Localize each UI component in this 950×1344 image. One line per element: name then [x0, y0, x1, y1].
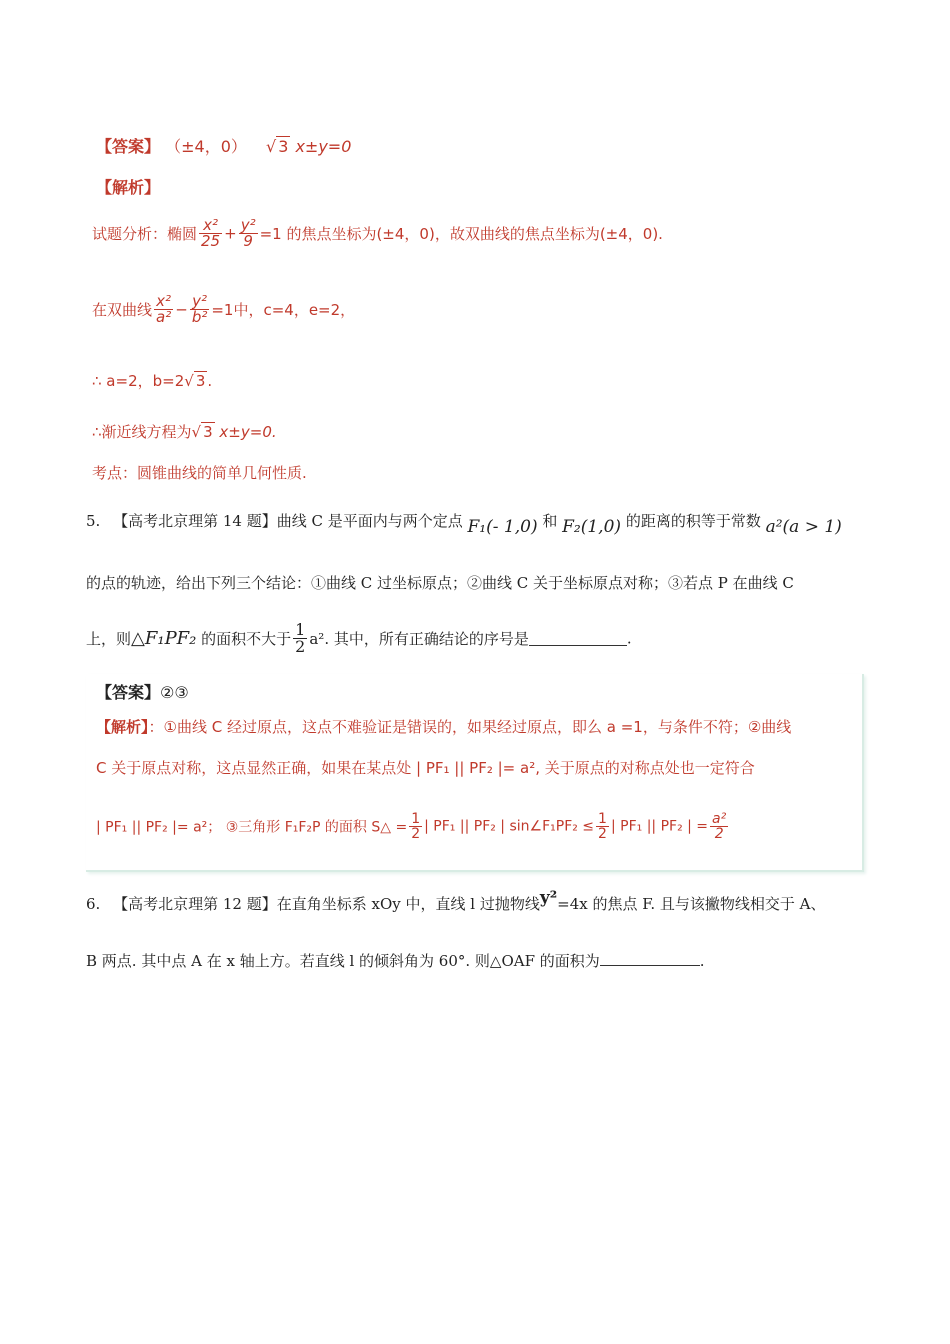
q5-answer-line	[96, 680, 189, 703]
text-segment: =1 的焦点坐标为(±4，0)，故双曲线的焦点坐标为(±4，0).	[259, 225, 663, 243]
q5-line-2: 的点的轨迹，给出下列三个结论：①曲线 C 过坐标原点；②曲线 C 关于坐标原点对称；③若点 P 在曲线 C	[86, 574, 794, 592]
text-segment: 在双曲线	[92, 301, 153, 319]
q4-analysis-line-1	[92, 218, 663, 249]
text-segment: ∴ a=2，b=2	[92, 372, 185, 390]
q4-analysis-label: 【解析】	[96, 178, 161, 197]
text-segment: 在直角坐标系 xOy 中，直线 l 过抛物线	[276, 895, 540, 913]
fraction-y2-9: $\frac{\text{y²}}{9}$	[240, 216, 256, 250]
answer-blank[interactable]	[529, 631, 627, 646]
text-segment: 试题分析：椭圆	[92, 225, 198, 243]
point-f1: F₁(- 1,0)	[467, 517, 538, 537]
sqrt-expression: √ 3	[184, 372, 206, 390]
parabola-y2: y²	[539, 888, 558, 908]
q4-analysis-line-4	[92, 421, 277, 442]
triangle-f1pf2: △F₁PF₂	[131, 628, 197, 649]
question-number: 5.	[86, 512, 101, 530]
text-segment: 上，则	[86, 630, 132, 648]
answer-blank[interactable]	[600, 951, 700, 966]
q6-line-2	[86, 950, 705, 971]
analysis-label: 【解析】	[96, 718, 149, 736]
q4-knowledge-point: 考点：圆锥曲线的简单几何性质.	[92, 464, 307, 482]
answer-value: ②③	[160, 683, 189, 702]
answer-coordinates: （±4，0）	[165, 137, 247, 156]
fraction-x2-a2: $\frac{\text{x²}}{\text{a²}}$	[156, 292, 172, 326]
q5-analysis-line-3	[96, 812, 730, 841]
sqrt-expression: √ 3	[265, 137, 289, 156]
fraction-y2-b2: $\frac{\text{y²}}{\text{b²}}$	[191, 292, 208, 326]
q4-answer-line	[96, 134, 351, 157]
fraction-x2-25: $\frac{\text{x²}}{25}$	[201, 216, 221, 250]
text-segment: 曲线 C 是平面内与两个定点	[276, 512, 468, 530]
question-source: 【高考北京理第 14 题】	[113, 512, 277, 530]
text-segment: 的面积不大于	[196, 630, 292, 648]
q4-analysis-line-3	[92, 370, 212, 391]
constant-a2: a²(a > 1)	[765, 517, 842, 537]
plus-sign: +	[224, 224, 237, 243]
answer-label: 【答案】	[96, 137, 161, 156]
text-segment: ：①曲线 C 经过原点，这点不难验证是错误的，如果经过原点，即么 a =1，与条件不符；②曲线	[148, 718, 792, 736]
text-segment: .	[207, 372, 213, 390]
text-segment: a². 其中，所有正确结论的序号是	[309, 630, 529, 648]
fraction-one-half: $\frac{1}{2}$	[295, 620, 306, 656]
text-segment: B 两点. 其中点 A 在 x 轴上方。若直线 l 的倾斜角为 60°. 则△OAF 的面积为	[86, 952, 600, 970]
q5-line-1	[86, 510, 842, 537]
sqrt-expression: √ 3	[191, 423, 213, 441]
text-segment: | PF₁ || PF₂ |= a²； ③三角形 F₁F₂P 的面积 S△ =	[96, 819, 408, 836]
answer-label: 【答案】	[96, 683, 161, 702]
text-segment: =4x 的焦点 F. 且与该撇物线相交于 A、	[557, 895, 826, 913]
text-segment: .	[626, 629, 632, 648]
fraction-a2-over-2: $\frac{\text{a²}}{2}$	[712, 811, 727, 842]
fraction-one-half: $\frac{1}{2}$	[411, 811, 421, 842]
text-segment: 和	[537, 512, 563, 530]
asymptote-equation: x±y=0	[290, 137, 352, 156]
q6-line-1	[86, 888, 826, 914]
text-segment: | PF₁ || PF₂ | sin∠F₁PF₂ ≤	[424, 818, 595, 835]
text-segment: x±y=0.	[214, 423, 277, 441]
text-segment: | PF₁ || PF₂ | =	[610, 818, 709, 835]
minus-sign: −	[175, 300, 188, 319]
text-segment: 的距离的积等于常数	[621, 512, 766, 530]
text-segment: ∴渐近线方程为	[92, 423, 192, 441]
q4-analysis-line-2	[92, 294, 355, 325]
text-segment: .	[699, 952, 705, 970]
q5-line-3	[86, 622, 632, 655]
point-f2: F₂(1,0)	[562, 517, 622, 537]
question-source: 【高考北京理第 12 题】	[113, 895, 277, 913]
question-number: 6.	[86, 895, 101, 913]
q5-analysis-line-2: C 关于原点对称，这点显然正确，如果在某点处 | PF₁ || PF₂ |= a², 关于原点的对称点处也一定符合	[96, 759, 755, 777]
text-segment: =1中，c=4，e=2，	[211, 301, 356, 319]
q5-analysis-line-1	[96, 716, 791, 737]
fraction-one-half: $\frac{1}{2}$	[598, 811, 607, 842]
